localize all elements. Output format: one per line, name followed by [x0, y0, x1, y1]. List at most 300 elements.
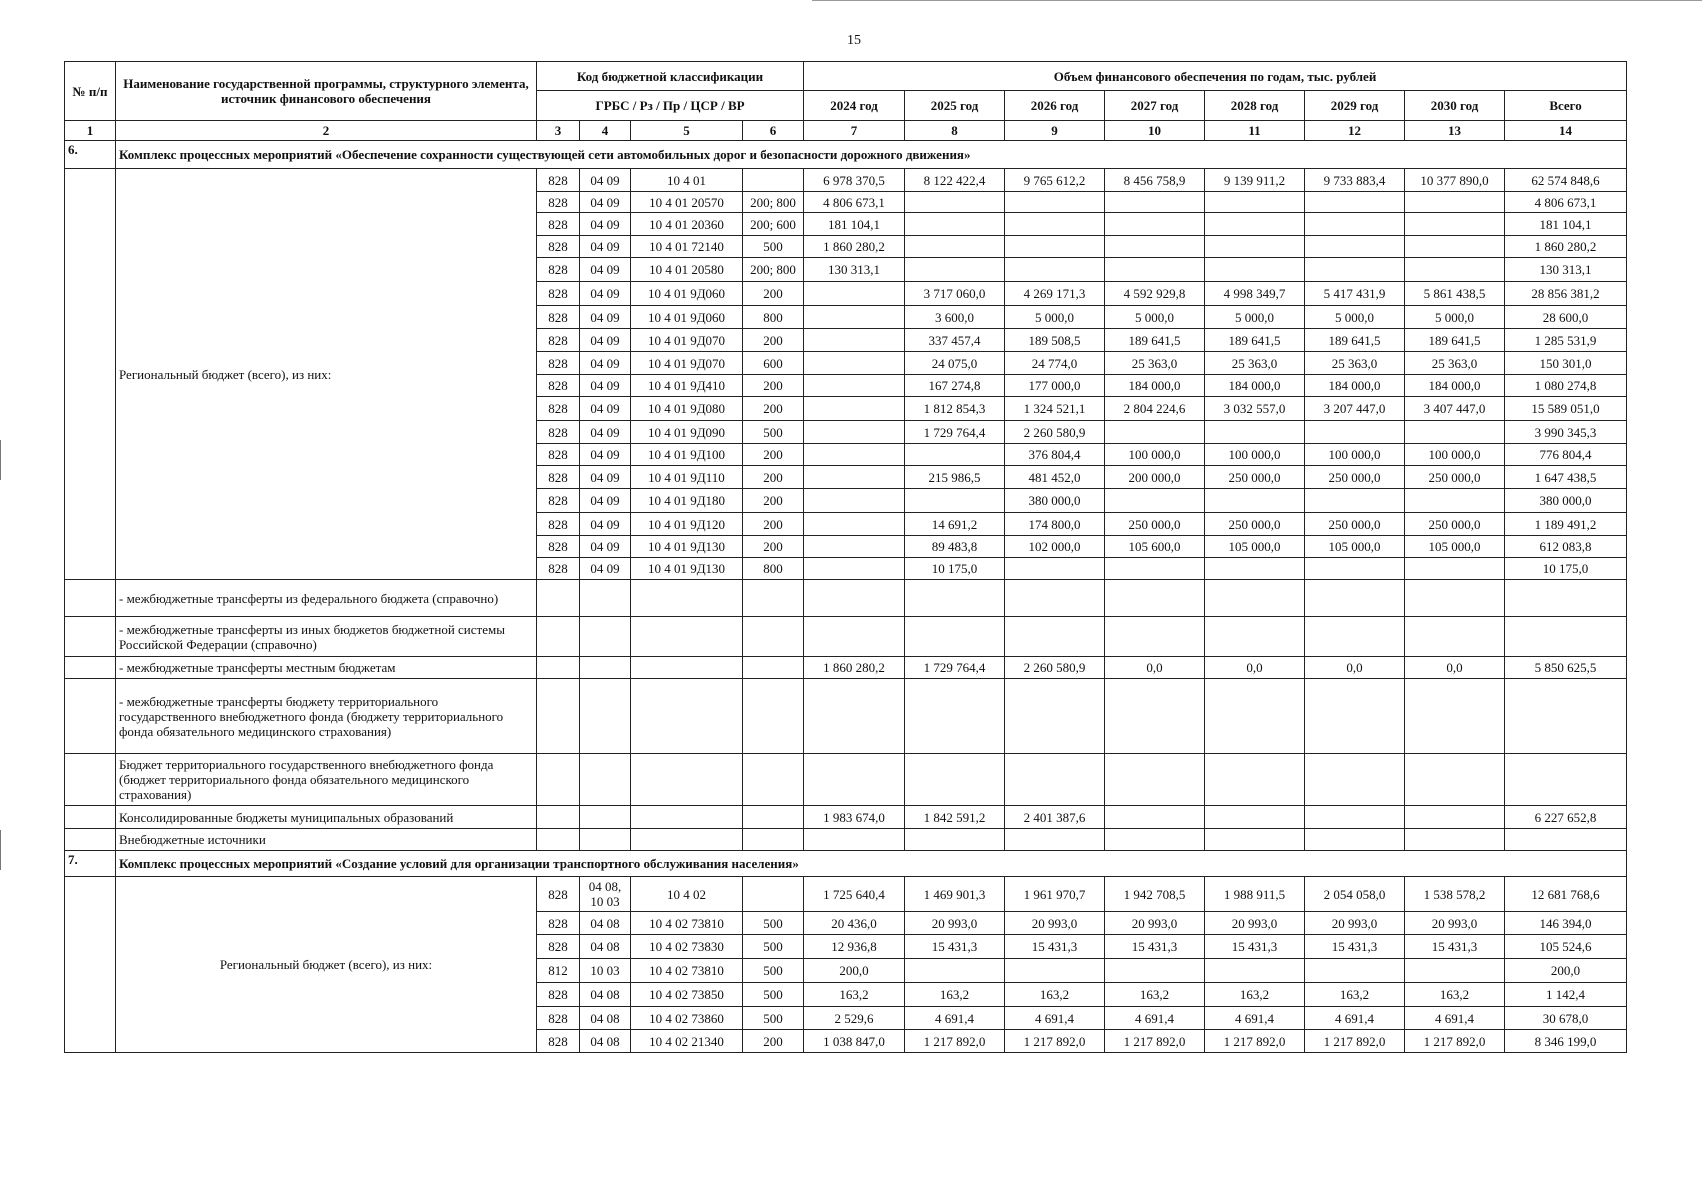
- amount-cell: 2 260 580,9: [1005, 657, 1105, 679]
- amount-cell: 100 000,0: [1205, 444, 1305, 466]
- amount-cell: 15 431,3: [1205, 935, 1305, 959]
- code-cell: [631, 829, 743, 851]
- amount-cell: 105 524,6: [1505, 935, 1627, 959]
- amount-cell: [1305, 679, 1405, 754]
- row-number-cell: [65, 829, 116, 851]
- vr-cell: 200: [743, 282, 804, 306]
- amount-cell: 0,0: [1405, 657, 1505, 679]
- grbs-cell: 828: [537, 466, 580, 489]
- row-label: - межбюджетные трансферты из федерального бюджета (справочно): [116, 580, 537, 617]
- header-year: 2024 год: [804, 91, 905, 121]
- csr-cell: 10 4 02 73830: [631, 935, 743, 959]
- amount-cell: 2 529,6: [804, 1007, 905, 1030]
- row-label: Региональный бюджет (всего), из них:: [116, 877, 537, 1053]
- amount-cell: [804, 375, 905, 397]
- csr-cell: 10 4 02 21340: [631, 1030, 743, 1053]
- amount-cell: 189 641,5: [1305, 329, 1405, 352]
- amount-cell: [1405, 679, 1505, 754]
- amount-cell: [804, 397, 905, 421]
- code-cell: [537, 580, 580, 617]
- grbs-cell: 828: [537, 213, 580, 236]
- code-cell: [631, 657, 743, 679]
- row-number-cell: [65, 169, 116, 580]
- vr-cell: 200: [743, 1030, 804, 1053]
- amount-cell: 4 691,4: [1205, 1007, 1305, 1030]
- amount-cell: 25 363,0: [1405, 352, 1505, 375]
- amount-cell: 250 000,0: [1205, 513, 1305, 536]
- rz-pr-cell: 04 09: [580, 258, 631, 282]
- amount-cell: 1 729 764,4: [905, 421, 1005, 444]
- column-number-row: [65, 121, 1627, 141]
- section-7-body: [65, 877, 1627, 1053]
- vr-cell: [743, 169, 804, 192]
- amount-cell: 1 538 578,2: [1405, 877, 1505, 912]
- grbs-cell: 828: [537, 983, 580, 1007]
- amount-cell: [1405, 959, 1505, 983]
- amount-cell: 200,0: [1505, 959, 1627, 983]
- amount-cell: 1 285 531,9: [1505, 329, 1627, 352]
- section-6-extra: [65, 580, 1627, 851]
- vr-cell: 200; 800: [743, 258, 804, 282]
- grbs-cell: 828: [537, 877, 580, 912]
- vr-cell: 800: [743, 558, 804, 580]
- amount-cell: [1405, 489, 1505, 513]
- amount-cell: [804, 444, 905, 466]
- code-cell: [580, 806, 631, 829]
- amount-cell: 189 641,5: [1105, 329, 1205, 352]
- amount-cell: [1305, 959, 1405, 983]
- column-number: 10: [1105, 121, 1205, 141]
- code-cell: [743, 657, 804, 679]
- amount-cell: [1405, 213, 1505, 236]
- code-cell: [537, 829, 580, 851]
- amount-cell: 8 122 422,4: [905, 169, 1005, 192]
- amount-cell: [1305, 489, 1405, 513]
- rz-pr-cell: 04 08: [580, 912, 631, 935]
- amount-cell: [804, 617, 905, 657]
- amount-cell: [804, 829, 905, 851]
- amount-cell: [1405, 829, 1505, 851]
- row-number-cell: [65, 617, 116, 657]
- grbs-cell: 828: [537, 192, 580, 213]
- column-number: 5: [631, 121, 743, 141]
- code-cell: [631, 580, 743, 617]
- amount-cell: 4 691,4: [905, 1007, 1005, 1030]
- amount-cell: [1505, 580, 1627, 617]
- code-cell: [631, 617, 743, 657]
- header-kbk: Код бюджетной классификации: [537, 62, 804, 91]
- amount-cell: [905, 580, 1005, 617]
- amount-cell: [1205, 679, 1305, 754]
- amount-cell: 8 346 199,0: [1505, 1030, 1627, 1053]
- amount-cell: 4 998 349,7: [1205, 282, 1305, 306]
- column-number: 7: [804, 121, 905, 141]
- rz-pr-cell: 04 09: [580, 375, 631, 397]
- row-number-cell: [65, 754, 116, 806]
- amount-cell: 1 647 438,5: [1505, 466, 1627, 489]
- budget-table: [64, 61, 1627, 1053]
- amount-cell: 250 000,0: [1405, 466, 1505, 489]
- csr-cell: 10 4 01: [631, 169, 743, 192]
- vr-cell: 200; 800: [743, 192, 804, 213]
- amount-cell: [1505, 617, 1627, 657]
- row-label: Консолидированные бюджеты муниципальных образований: [116, 806, 537, 829]
- amount-cell: [1105, 754, 1205, 806]
- amount-cell: 105 000,0: [1205, 536, 1305, 558]
- amount-cell: 100 000,0: [1405, 444, 1505, 466]
- csr-cell: 10 4 01 20360: [631, 213, 743, 236]
- vr-cell: 500: [743, 935, 804, 959]
- grbs-cell: 828: [537, 513, 580, 536]
- column-number: 14: [1505, 121, 1627, 141]
- section-row: [65, 851, 1627, 877]
- csr-cell: 10 4 01 20580: [631, 258, 743, 282]
- row-number-cell: [65, 806, 116, 829]
- column-number: 11: [1205, 121, 1305, 141]
- amount-cell: 184 000,0: [1405, 375, 1505, 397]
- amount-cell: [1105, 580, 1205, 617]
- amount-cell: 1 217 892,0: [1405, 1030, 1505, 1053]
- amount-cell: 6 227 652,8: [1505, 806, 1627, 829]
- amount-cell: 15 431,3: [1005, 935, 1105, 959]
- amount-cell: [1005, 829, 1105, 851]
- amount-cell: 4 592 929,8: [1105, 282, 1205, 306]
- vr-cell: 200: [743, 329, 804, 352]
- amount-cell: 1 217 892,0: [1205, 1030, 1305, 1053]
- amount-cell: 3 407 447,0: [1405, 397, 1505, 421]
- amount-cell: 1 729 764,4: [905, 657, 1005, 679]
- amount-cell: 4 269 171,3: [1005, 282, 1105, 306]
- amount-cell: 181 104,1: [1505, 213, 1627, 236]
- amount-cell: [1005, 258, 1105, 282]
- section-title: Комплекс процессных мероприятий «Обеспечение сохранности существующей сети автомобильных дорог и безопасности дорожного движения»: [116, 141, 1627, 169]
- rz-pr-cell: 04 09: [580, 489, 631, 513]
- column-number: 12: [1305, 121, 1405, 141]
- row-number-cell: [65, 580, 116, 617]
- table-row: [65, 617, 1627, 657]
- row-label: - межбюджетные трансферты местным бюджетам: [116, 657, 537, 679]
- amount-cell: 25 363,0: [1205, 352, 1305, 375]
- amount-cell: [1305, 558, 1405, 580]
- amount-cell: [1005, 192, 1105, 213]
- amount-cell: [1405, 806, 1505, 829]
- amount-cell: [1305, 258, 1405, 282]
- rz-pr-cell: 10 03: [580, 959, 631, 983]
- header-kbk-sub: ГРБС / Рз / Пр / ЦСР / ВР: [537, 91, 804, 121]
- amount-cell: 28 856 381,2: [1505, 282, 1627, 306]
- vr-cell: 200: [743, 375, 804, 397]
- csr-cell: 10 4 02 73810: [631, 959, 743, 983]
- amount-cell: [1205, 236, 1305, 258]
- amount-cell: 1 942 708,5: [1105, 877, 1205, 912]
- amount-cell: [1205, 829, 1305, 851]
- amount-cell: [1105, 192, 1205, 213]
- csr-cell: 10 4 02 73850: [631, 983, 743, 1007]
- amount-cell: 0,0: [1205, 657, 1305, 679]
- grbs-cell: 828: [537, 935, 580, 959]
- grbs-cell: 828: [537, 282, 580, 306]
- vr-cell: 200: [743, 513, 804, 536]
- grbs-cell: 828: [537, 352, 580, 375]
- amount-cell: [804, 754, 905, 806]
- amount-cell: 189 508,5: [1005, 329, 1105, 352]
- scan-margin-mark: [0, 440, 1, 480]
- amount-cell: [1105, 959, 1205, 983]
- grbs-cell: 828: [537, 912, 580, 935]
- amount-cell: 184 000,0: [1305, 375, 1405, 397]
- row-label: Региональный бюджет (всего), из них:: [116, 169, 537, 580]
- amount-cell: 20 993,0: [1105, 912, 1205, 935]
- rz-pr-cell: 04 08: [580, 1030, 631, 1053]
- amount-cell: [1205, 489, 1305, 513]
- vr-cell: 800: [743, 306, 804, 329]
- amount-cell: 3 032 557,0: [1205, 397, 1305, 421]
- grbs-cell: 828: [537, 1007, 580, 1030]
- amount-cell: [1005, 679, 1105, 754]
- amount-cell: [1305, 213, 1405, 236]
- amount-cell: 1 988 911,5: [1205, 877, 1305, 912]
- amount-cell: [905, 679, 1005, 754]
- code-cell: [580, 580, 631, 617]
- amount-cell: [1305, 421, 1405, 444]
- amount-cell: [1105, 806, 1205, 829]
- amount-cell: 2 804 224,6: [1105, 397, 1205, 421]
- amount-cell: [1505, 829, 1627, 851]
- amount-cell: [1005, 617, 1105, 657]
- rz-pr-cell: 04 09: [580, 513, 631, 536]
- amount-cell: 20 993,0: [1205, 912, 1305, 935]
- vr-cell: 200: [743, 444, 804, 466]
- amount-cell: [1305, 829, 1405, 851]
- row-number-cell: [65, 877, 116, 1053]
- vr-cell: 500: [743, 236, 804, 258]
- amount-cell: 20 993,0: [1305, 912, 1405, 935]
- amount-cell: 12 681 768,6: [1505, 877, 1627, 912]
- amount-cell: [1505, 679, 1627, 754]
- csr-cell: 10 4 01 72140: [631, 236, 743, 258]
- section-6-body: [65, 169, 1627, 580]
- amount-cell: 5 417 431,9: [1305, 282, 1405, 306]
- amount-cell: [1005, 754, 1105, 806]
- amount-cell: 2 054 058,0: [1305, 877, 1405, 912]
- section-number: 7.: [65, 851, 116, 877]
- header-name: Наименование государственной программы, структурного элемента, источник финансового обеспечения: [116, 62, 537, 121]
- vr-cell: 200: [743, 536, 804, 558]
- csr-cell: 10 4 02 73860: [631, 1007, 743, 1030]
- amount-cell: 189 641,5: [1405, 329, 1505, 352]
- amount-cell: [804, 679, 905, 754]
- amount-cell: [905, 829, 1005, 851]
- grbs-cell: 828: [537, 536, 580, 558]
- amount-cell: [905, 617, 1005, 657]
- amount-cell: 163,2: [804, 983, 905, 1007]
- code-cell: [631, 806, 743, 829]
- vr-cell: [743, 877, 804, 912]
- amount-cell: 150 301,0: [1505, 352, 1627, 375]
- csr-cell: 10 4 02 73810: [631, 912, 743, 935]
- rz-pr-cell: 04 09: [580, 558, 631, 580]
- code-cell: [743, 806, 804, 829]
- header-row: [65, 62, 1627, 91]
- amount-cell: 4 691,4: [1005, 1007, 1105, 1030]
- amount-cell: 5 000,0: [1205, 306, 1305, 329]
- amount-cell: [1105, 829, 1205, 851]
- column-number: 8: [905, 121, 1005, 141]
- vr-cell: 200: [743, 397, 804, 421]
- grbs-cell: 828: [537, 306, 580, 329]
- rz-pr-cell: 04 08: [580, 935, 631, 959]
- code-cell: [580, 754, 631, 806]
- csr-cell: 10 4 01 9Д070: [631, 352, 743, 375]
- amount-cell: 105 000,0: [1305, 536, 1405, 558]
- amount-cell: 376 804,4: [1005, 444, 1105, 466]
- amount-cell: 163,2: [905, 983, 1005, 1007]
- amount-cell: 2 260 580,9: [1005, 421, 1105, 444]
- amount-cell: [804, 536, 905, 558]
- amount-cell: 1 860 280,2: [804, 236, 905, 258]
- amount-cell: 5 861 438,5: [1405, 282, 1505, 306]
- amount-cell: 1 217 892,0: [905, 1030, 1005, 1053]
- grbs-cell: 812: [537, 959, 580, 983]
- vr-cell: 200: [743, 466, 804, 489]
- grbs-cell: 828: [537, 444, 580, 466]
- csr-cell: 10 4 01 9Д060: [631, 282, 743, 306]
- amount-cell: [1205, 258, 1305, 282]
- amount-cell: 4 806 673,1: [804, 192, 905, 213]
- amount-cell: 5 000,0: [1405, 306, 1505, 329]
- amount-cell: [1405, 192, 1505, 213]
- amount-cell: 1 080 274,8: [1505, 375, 1627, 397]
- row-label: Бюджет территориального государственного внебюджетного фонда (бюджет территориального фонда обязательного медицинского страхования): [116, 754, 537, 806]
- amount-cell: [905, 213, 1005, 236]
- amount-cell: 174 800,0: [1005, 513, 1105, 536]
- amount-cell: 200,0: [804, 959, 905, 983]
- amount-cell: 10 377 890,0: [1405, 169, 1505, 192]
- amount-cell: [1205, 617, 1305, 657]
- amount-cell: 1 142,4: [1505, 983, 1627, 1007]
- amount-cell: [1205, 213, 1305, 236]
- amount-cell: 215 986,5: [905, 466, 1005, 489]
- amount-cell: 1 469 901,3: [905, 877, 1005, 912]
- amount-cell: [1205, 754, 1305, 806]
- amount-cell: 9 733 883,4: [1305, 169, 1405, 192]
- amount-cell: 4 691,4: [1105, 1007, 1205, 1030]
- code-cell: [537, 679, 580, 754]
- grbs-cell: 828: [537, 375, 580, 397]
- amount-cell: 15 431,3: [905, 935, 1005, 959]
- amount-cell: 8 456 758,9: [1105, 169, 1205, 192]
- amount-cell: [1205, 192, 1305, 213]
- amount-cell: 3 207 447,0: [1305, 397, 1405, 421]
- amount-cell: [804, 513, 905, 536]
- amount-cell: [1405, 580, 1505, 617]
- amount-cell: [1405, 421, 1505, 444]
- amount-cell: [804, 329, 905, 352]
- amount-cell: [1305, 806, 1405, 829]
- rz-pr-cell: 04 09: [580, 213, 631, 236]
- page-top-edge: [812, 0, 1702, 1]
- amount-cell: 1 217 892,0: [1105, 1030, 1205, 1053]
- code-cell: [743, 829, 804, 851]
- rz-pr-cell: 04 08, 10 03: [580, 877, 631, 912]
- amount-cell: [1005, 236, 1105, 258]
- csr-cell: 10 4 02: [631, 877, 743, 912]
- amount-cell: [905, 444, 1005, 466]
- amount-cell: 1 217 892,0: [1305, 1030, 1405, 1053]
- header-no: № п/п: [65, 62, 116, 121]
- amount-cell: 1 725 640,4: [804, 877, 905, 912]
- amount-cell: 1 961 970,7: [1005, 877, 1105, 912]
- rz-pr-cell: 04 09: [580, 352, 631, 375]
- column-number: 13: [1405, 121, 1505, 141]
- amount-cell: 15 431,3: [1105, 935, 1205, 959]
- amount-cell: 1 983 674,0: [804, 806, 905, 829]
- section-title: Комплекс процессных мероприятий «Создание условий для организации транспортного обслуживания населения»: [116, 851, 1627, 877]
- vr-cell: 500: [743, 959, 804, 983]
- amount-cell: [905, 192, 1005, 213]
- table-row: [65, 754, 1627, 806]
- amount-cell: [804, 580, 905, 617]
- amount-cell: 15 431,3: [1405, 935, 1505, 959]
- amount-cell: 163,2: [1005, 983, 1105, 1007]
- amount-cell: 163,2: [1405, 983, 1505, 1007]
- amount-cell: [1005, 580, 1105, 617]
- amount-cell: 24 075,0: [905, 352, 1005, 375]
- amount-cell: 3 717 060,0: [905, 282, 1005, 306]
- amount-cell: [1105, 617, 1205, 657]
- code-cell: [537, 657, 580, 679]
- amount-cell: 2 401 387,6: [1005, 806, 1105, 829]
- amount-cell: [804, 558, 905, 580]
- amount-cell: 24 774,0: [1005, 352, 1105, 375]
- column-number: 6: [743, 121, 804, 141]
- amount-cell: 130 313,1: [804, 258, 905, 282]
- code-cell: [580, 679, 631, 754]
- amount-cell: [1405, 754, 1505, 806]
- amount-cell: 380 000,0: [1005, 489, 1105, 513]
- amount-cell: [1005, 558, 1105, 580]
- scan-margin-mark: [0, 830, 1, 870]
- amount-cell: 5 850 625,5: [1505, 657, 1627, 679]
- csr-cell: 10 4 01 9Д060: [631, 306, 743, 329]
- amount-cell: 1 860 280,2: [1505, 236, 1627, 258]
- amount-cell: [1005, 213, 1105, 236]
- rz-pr-cell: 04 09: [580, 236, 631, 258]
- rz-pr-cell: 04 09: [580, 329, 631, 352]
- amount-cell: 1 324 521,1: [1005, 397, 1105, 421]
- amount-cell: 250 000,0: [1305, 466, 1405, 489]
- rz-pr-cell: 04 08: [580, 983, 631, 1007]
- amount-cell: 167 274,8: [905, 375, 1005, 397]
- amount-cell: [1105, 558, 1205, 580]
- amount-cell: 380 000,0: [1505, 489, 1627, 513]
- column-number: 3: [537, 121, 580, 141]
- row-number-cell: [65, 657, 116, 679]
- amount-cell: 89 483,8: [905, 536, 1005, 558]
- amount-cell: 20 436,0: [804, 912, 905, 935]
- csr-cell: 10 4 01 20570: [631, 192, 743, 213]
- code-cell: [743, 754, 804, 806]
- amount-cell: [1405, 617, 1505, 657]
- code-cell: [580, 657, 631, 679]
- amount-cell: 1 217 892,0: [1005, 1030, 1105, 1053]
- amount-cell: [1405, 236, 1505, 258]
- vr-cell: 600: [743, 352, 804, 375]
- code-cell: [743, 617, 804, 657]
- header-year: 2027 год: [1105, 91, 1205, 121]
- amount-cell: 146 394,0: [1505, 912, 1627, 935]
- code-cell: [537, 754, 580, 806]
